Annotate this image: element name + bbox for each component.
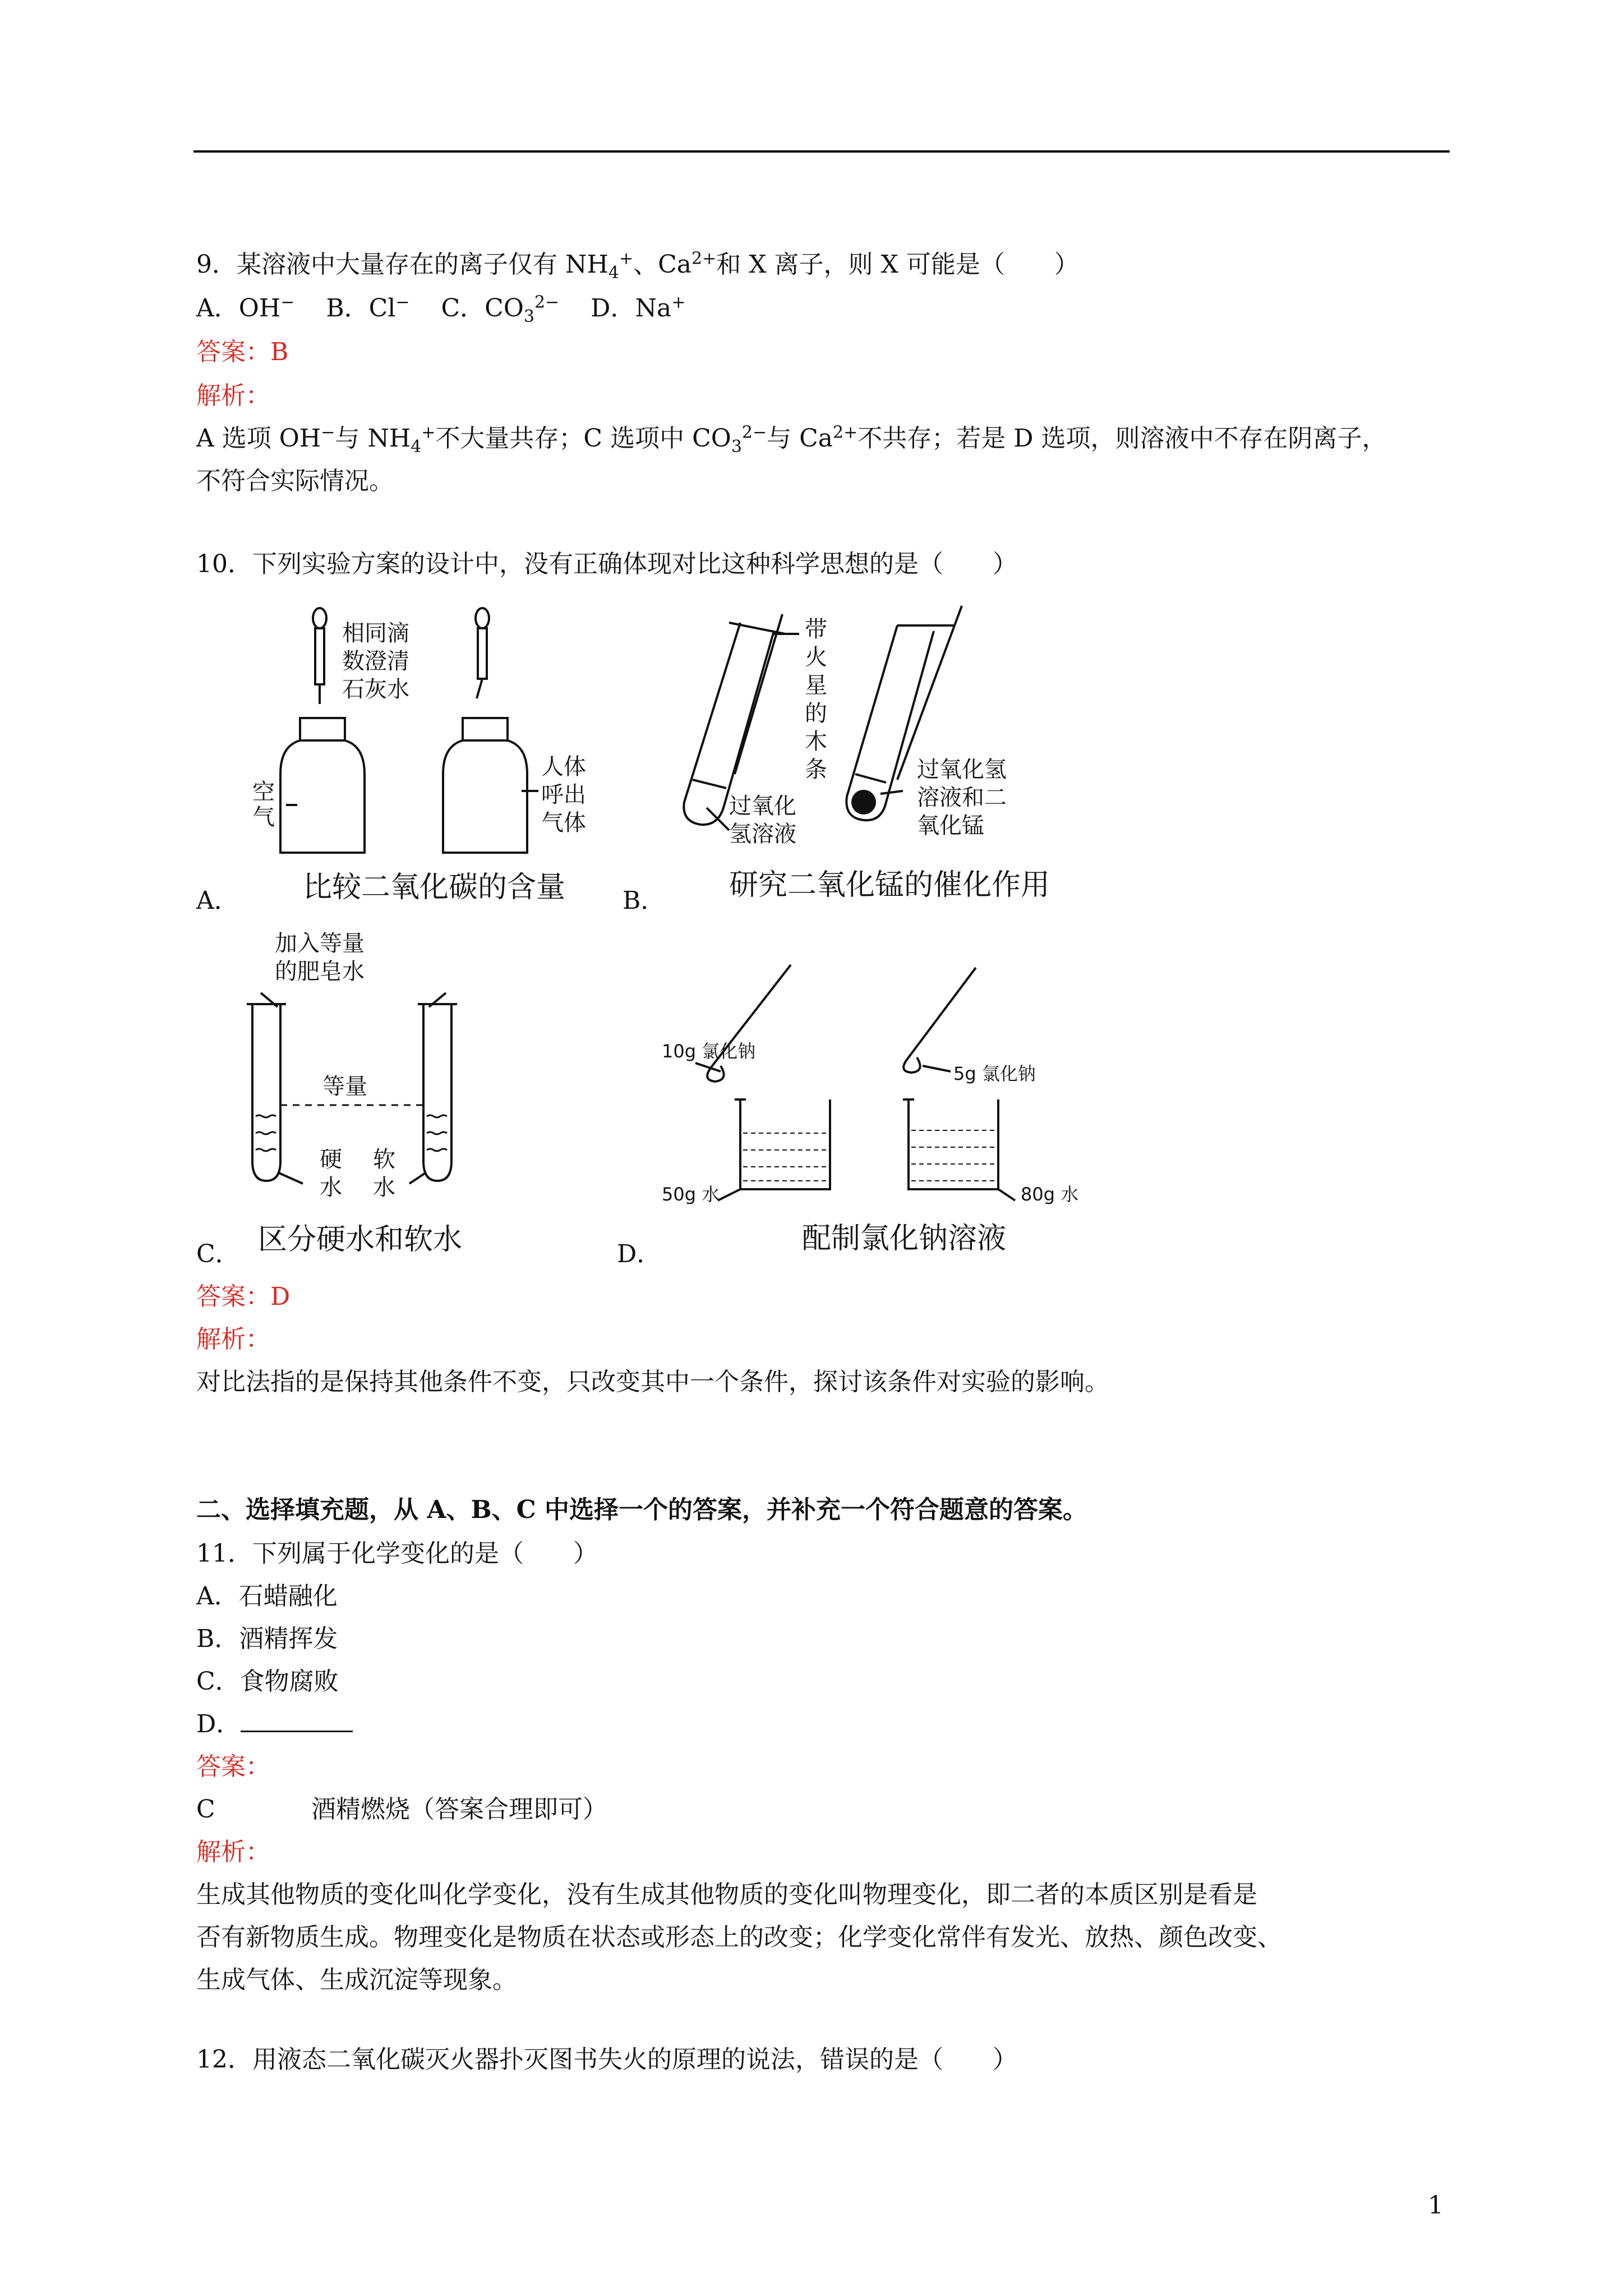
fig-c-hard-1: 硬	[320, 1147, 342, 1172]
fig-b-splint-6: 条	[805, 757, 827, 783]
fig-b-splint-5: 木	[805, 729, 827, 754]
q11-option-a: A．石蜡融化	[196, 1582, 338, 1611]
fig-a-air-2: 气	[252, 804, 275, 830]
q11-blank	[241, 1708, 353, 1732]
q9-stem: 9．某溶液中大量存在的离子仅有 $NH_4^+$、$Ca^{2+}$和 X 离子，则 X 可能是（ ）	[196, 249, 1079, 283]
q9-analysis-line1: A 选项 OH−与 $NH_4^+$不大量共存；C 选项中 $CO_3^{2-}$与 $Ca^{2+}$不共存；若是 D 选项，则溶液中不存在阴离子，	[196, 422, 1387, 457]
fig-d-water-left: 50g 水	[662, 1184, 720, 1205]
q9-answer: 答案：B	[196, 338, 289, 366]
fig-c-soft-1: 软	[373, 1147, 395, 1172]
fig-b-right-2: 溶液和二	[917, 785, 1007, 811]
q10-option-d: D．	[617, 1240, 662, 1268]
fig-b-splint-4: 的	[805, 701, 827, 726]
q9-options: A．OH− B．Cl− C．$CO_3^{2-}$ D．Na+	[196, 292, 686, 326]
figure-a-co2-comparison	[247, 606, 606, 875]
fig-d-water-right: 80g 水	[1021, 1184, 1079, 1205]
page-number: 1	[1428, 2191, 1444, 2220]
fig-a-drop-2: 数澄清	[342, 648, 409, 674]
figure-d-nacl-solution	[662, 954, 1122, 1212]
fig-c-soft-2: 水	[373, 1175, 395, 1200]
fig-b-left-1: 过氧化	[729, 793, 796, 819]
fig-a-air-1: 空	[252, 779, 275, 805]
fig-a-caption: 比较二氧化碳的含量	[303, 871, 566, 904]
fig-a-drop-1: 相同滴	[342, 620, 409, 646]
fig-a-breath-2: 呼出	[541, 782, 586, 808]
q11-analysis-line2: 否有新物质生成。物理变化是物质在状态或形态上的改变；化学变化常伴有发光、放热、颜色改变、	[196, 1923, 1282, 1952]
fig-b-splint-2: 火	[805, 645, 827, 670]
q9-analysis-label: 解析：	[196, 381, 270, 410]
q11-analysis-line3: 生成气体、生成沉淀等现象。	[196, 1966, 517, 1994]
fig-b-right-3: 氧化锰	[917, 813, 984, 839]
q11-option-b: B．酒精挥发	[196, 1625, 338, 1653]
header-rule	[193, 150, 1450, 153]
fig-a-breath-1: 人体	[541, 754, 586, 780]
fig-d-salt-left: 10g 氯化钠	[662, 1041, 756, 1062]
q9-analysis-line2: 不符合实际情况。	[196, 467, 394, 495]
figure-c-hard-soft-water	[224, 926, 538, 1206]
q11-analysis-line1: 生成其他物质的变化叫化学变化，没有生成其他物质的变化叫物理变化，即二者的本质区别是看是	[196, 1880, 1257, 1909]
fig-c-soap-2: 的肥皂水	[275, 959, 365, 984]
q10-stem: 10．下列实验方案的设计中，没有正确体现对比这种科学思想的是（ ）	[196, 550, 1017, 578]
fig-d-caption: 配制氯化钠溶液	[802, 1222, 1007, 1255]
q10-option-a: A．	[196, 886, 239, 915]
fig-d-salt-right: 5g 氯化钠	[953, 1063, 1036, 1084]
fig-c-soap-1: 加入等量	[275, 931, 365, 956]
figure-b-mno2-catalysis	[662, 600, 1077, 864]
q11-stem: 11．下列属于化学变化的是（ ）	[196, 1539, 598, 1568]
fig-b-splint-3: 星	[805, 673, 827, 698]
q11-answer-label: 答案：	[196, 1752, 270, 1781]
q10-option-c: C．	[196, 1240, 240, 1268]
q10-analysis: 对比法指的是保持其他条件不变，只改变其中一个条件，探讨该条件对实验的影响。	[196, 1368, 1109, 1396]
fig-c-hard-2: 水	[320, 1175, 342, 1200]
q11-option-d: D．	[196, 1706, 353, 1742]
fig-b-splint-1: 带	[805, 616, 827, 642]
q10-answer: 答案：D	[196, 1282, 291, 1311]
q10-option-b: B．	[623, 886, 666, 915]
fig-c-caption: 区分硬水和软水	[258, 1223, 463, 1257]
fig-b-right-1: 过氧化氢	[917, 757, 1007, 783]
q10-analysis-label: 解析：	[196, 1325, 270, 1354]
fig-b-left-2: 氢溶液	[729, 821, 796, 847]
fig-a-drop-3: 石灰水	[342, 677, 409, 702]
q11-answer-fill: 酒精燃烧（答案合理即可）	[311, 1795, 607, 1824]
q11-option-c: C．食物腐败	[196, 1667, 339, 1696]
q11-answer-choice: C	[196, 1795, 215, 1824]
q11-analysis-label: 解析：	[196, 1838, 270, 1866]
fig-a-breath-3: 气体	[541, 810, 586, 836]
fig-c-equal: 等量	[322, 1074, 367, 1099]
fig-b-caption: 研究二氧化锰的催化作用	[729, 868, 1050, 902]
q12-stem: 12．用液态二氧化碳灭火器扑灭图书失火的原理的说法，错误的是（ ）	[196, 2045, 1017, 2074]
section-2-heading: 二、选择填充题，从 A、B、C 中选择一个的答案，并补充一个符合题意的答案。	[196, 1496, 1087, 1524]
